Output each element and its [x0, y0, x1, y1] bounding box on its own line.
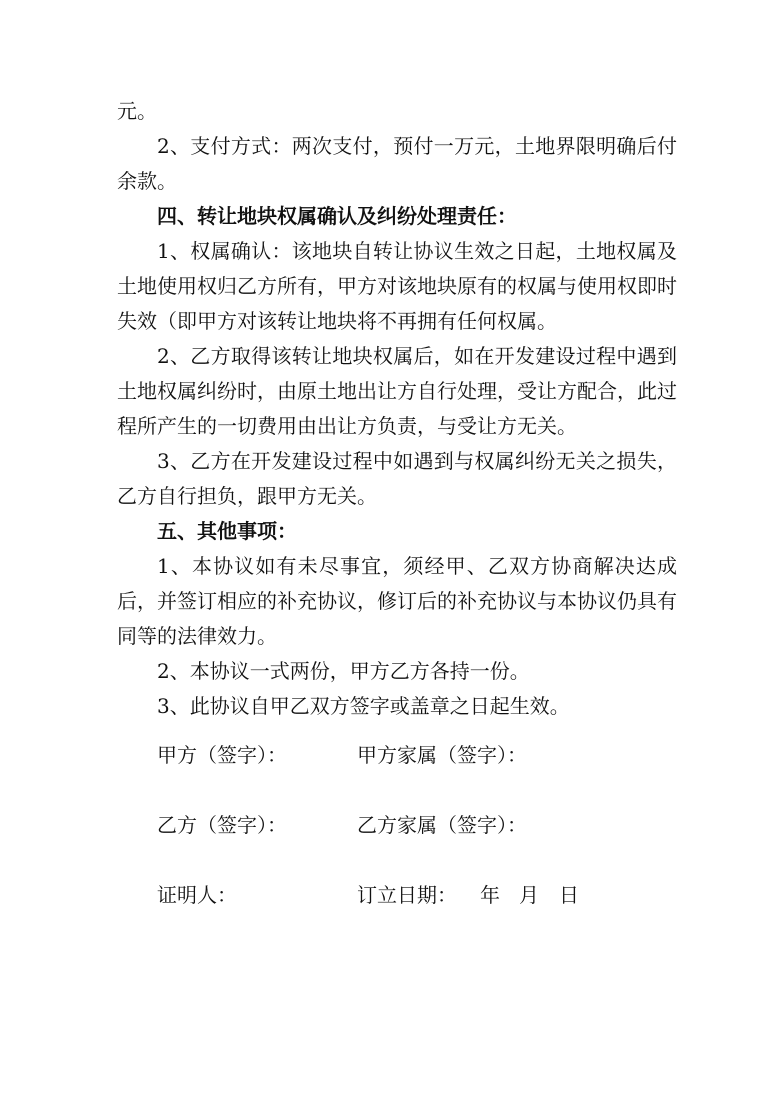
signature-row-witness-date: [157, 878, 717, 913]
section-heading-other-matters: 五、其他事项：: [157, 519, 297, 543]
paragraph-dispute-handling: 2、乙方取得该转让地块权属后，如在开发建设过程中遇到土地权属纠纷时，由原土地出让方自行处理，受让方配合，此过程所产生的一切费用由出让方负责，与受让方无关。: [117, 344, 677, 438]
party-b-family-signature-label: 乙方家属（签字）：: [357, 813, 527, 837]
section-heading-ownership: 四、转让地块权属确认及纠纷处理责任：: [157, 204, 517, 228]
date-month-label: 月: [519, 883, 539, 907]
party-a-signature-label: 甲方（签字）：: [157, 743, 287, 767]
paragraph-supplementary-agreement: 1、本协议如有未尽事宜，须经甲、乙双方协商解决达成后，并签订相应的补充协议，修订后的补充协议与本协议仍具有同等的法律效力。: [117, 554, 677, 648]
document-body: [117, 94, 677, 724]
paragraph-continuation: 元。: [117, 99, 157, 123]
party-b-signature-label: 乙方（签字）：: [157, 813, 287, 837]
signature-row-party-a: [157, 738, 717, 773]
paragraph-payment-method: 2、支付方式：两次支付，预付一万元，土地界限明确后付余款。: [117, 134, 677, 193]
paragraph-copies: 2、本协议一式两份，甲方乙方各持一份。: [157, 659, 530, 683]
paragraph-ownership-confirmation: 1、权属确认：该地块自转让协议生效之日起，土地权属及土地使用权归乙方所有，甲方对该地块原有的权属与使用权即时失效（即甲方对该转让地块将不再拥有任何权属。: [117, 239, 677, 333]
paragraph-effective-date: 3、此协议自甲乙双方签字或盖章之日起生效。: [157, 694, 570, 718]
party-a-family-signature-label: 甲方家属（签字）：: [357, 743, 527, 767]
date-year-label: 年: [480, 883, 500, 907]
date-day-label: 日: [559, 883, 579, 907]
paragraph-loss-responsibility: 3、乙方在开发建设过程中如遇到与权属纠纷无关之损失，乙方自行担负，跟甲方无关。: [117, 449, 677, 508]
signing-date-label: 订立日期：: [357, 883, 457, 907]
signature-row-party-b: [157, 808, 717, 843]
witness-signature-label: 证明人：: [157, 883, 237, 907]
